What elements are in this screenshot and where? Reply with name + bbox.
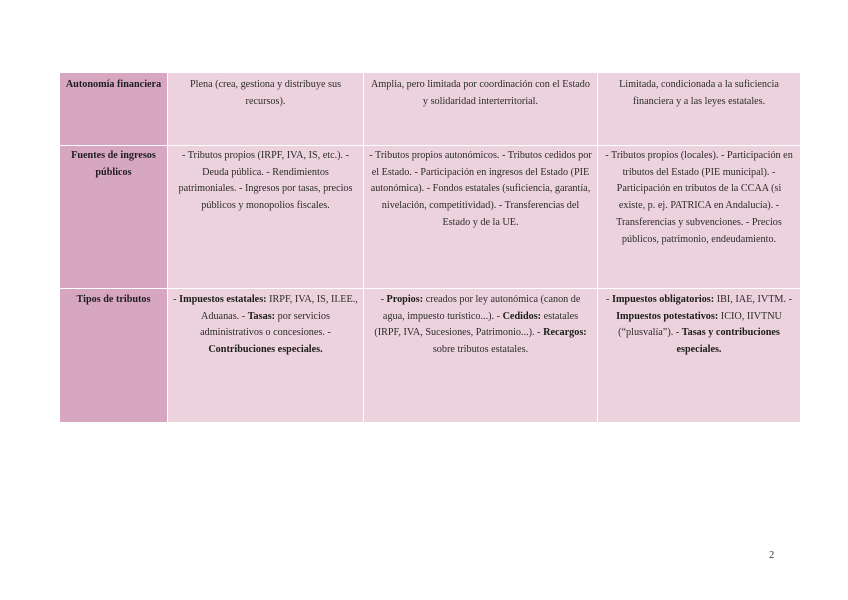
row-header: Autonomía financiera	[60, 73, 168, 146]
table-cell	[364, 73, 598, 146]
bold-text: Tasas:	[247, 310, 276, 322]
cell-text: creados por ley autonómica (canon de agua, impuesto turístico...). -	[382, 294, 581, 322]
table-row	[60, 73, 801, 146]
cell-text: -	[606, 294, 612, 305]
table-row	[60, 289, 801, 423]
row-header: Tipos de tributos	[60, 289, 168, 423]
bold-text: Impuestos potestativos:	[616, 310, 719, 322]
table-cell	[168, 146, 364, 289]
bold-text: Contribuciones especiales.	[208, 344, 323, 356]
cell-text: -	[173, 294, 180, 305]
bold-text: Tasas y contribuciones especiales.	[676, 327, 780, 356]
cell-text: IRPF, IVA, IS, II.EE., Aduanas. -	[201, 294, 358, 322]
table-cell	[598, 73, 801, 146]
bold-text: Impuestos estatales:	[179, 294, 267, 305]
table-cell	[364, 289, 598, 423]
cell-text: sobre tributos estatales.	[432, 344, 529, 356]
bold-text: Propios:	[386, 294, 424, 305]
row-header: Fuentes de ingresos públicos	[60, 146, 168, 289]
table-cell	[168, 73, 364, 146]
cell-text: estatales (IRPF, IVA, Sucesiones, Patrimonio...). -	[374, 310, 579, 339]
cell-text: - Tributos propios (IRPF, IVA, IS, etc.). - Deuda pública. - Rendimientos patrimoniales. - Ingresos por tasas, precios públicos y monopolios fiscales.	[178, 150, 353, 212]
table-cell	[168, 289, 364, 423]
page-number: 2	[769, 550, 775, 561]
cell-text: -	[380, 294, 387, 305]
cell-text: IBI, IAE, IVTM. -	[714, 294, 792, 305]
cell-text: Plena (crea, gestiona y distribuye sus recursos).	[189, 79, 342, 107]
cell-text: por servicios administrativos o concesiones. -	[200, 310, 331, 339]
cell-text: Limitada, condicionada a la suficiencia financiera y a las leyes estatales.	[619, 79, 779, 107]
table-cell	[598, 289, 801, 423]
cell-text: Amplia, pero limitada por coordinación con el Estado y solidaridad interterritorial.	[371, 79, 590, 107]
table-cell	[364, 146, 598, 289]
cell-text: - Tributos propios autonómicos. - Tributos cedidos por el Estado. - Participación en ingresos del Estado (PIE autonómica). - Fondos estatales (suficiencia, garantía, nivelación, competitividad). - Transferencias del Estado y de la UE.	[369, 150, 592, 228]
cell-text: - Tributos propios (locales). - Participación en tributos del Estado (PIE municipal). - Participación en tributos de la CCAA (si existe, p. ej. PATRICA en Andalucía). - Transferencias y subvenciones. - Precios públicos, patrimonio, endeudamiento.	[605, 150, 793, 245]
table-row	[60, 146, 801, 289]
comparison-table	[59, 72, 801, 423]
bold-text: Cedidos:	[502, 310, 542, 322]
bold-text: Impuestos obligatorios:	[611, 294, 715, 305]
cell-text: ICIO, IIVTNU (“plusvalía”). -	[618, 310, 782, 339]
table-cell	[598, 146, 801, 289]
bold-text: Recargos:	[543, 327, 587, 339]
